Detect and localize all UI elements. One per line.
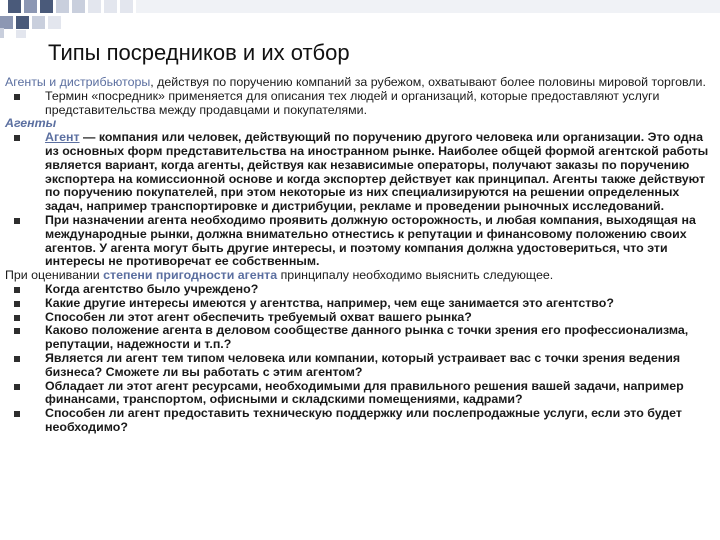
section-heading (5, 117, 713, 131)
deco-square (24, 0, 37, 13)
page-title: Типы посредников и их отбор (48, 40, 350, 65)
question-item (5, 352, 713, 380)
bullet-icon (14, 287, 20, 293)
bullet-icon (14, 218, 20, 224)
question-item (5, 324, 713, 352)
suitability-term: степени пригодности агента (103, 268, 278, 283)
agent-definition: — компания или человек, действующий по поручению другого человека или организации. Это одна из основных форм представительства на иностранном рынке. Наиболее общей формой агентской работы является вариант, когда агенты, действуя как независимые операторы, получают заказы по поручению экспортера на комиссионной основе и когда экспортер действует как принципал. Агенты также действуют по поручению покупателей, при этом некоторые из них специализируются на решении определенных задач, например транспортировке и дистрибуции, рекламе и проведении рыночных исследований. (45, 130, 709, 214)
question-text: Какие другие интересы имеются у агентства, например, чем еще занимается это агентство? (45, 295, 614, 310)
question-item (5, 311, 713, 325)
deco-square (48, 16, 61, 29)
deco-square (40, 0, 53, 13)
bullet-icon (14, 384, 20, 390)
deco-square (16, 30, 26, 38)
question-item (5, 380, 713, 408)
question-text: Способен ли этот агент обеспечить требуемый охват вашего рынка? (45, 309, 472, 324)
question-text: Когда агентство было учреждено? (45, 281, 259, 296)
evaluation-pre: При оценивании (5, 268, 104, 283)
agent-caution-text: При назначении агента необходимо проявить должную осторожность, и любая компания, выходящая на международные рынки, должна внимательно отнестись к репутации и финансовому положению своих агентов. У агента могут быть другие интересы, и поэтому компания должна удостовериться, что эти интересы не противоречат ее собственным. (45, 212, 696, 269)
evaluation-post: принципалу необходимо выяснить следующее. (277, 268, 554, 283)
agent-term: Агент (45, 130, 80, 145)
question-item (5, 283, 713, 297)
bullet-icon (14, 135, 20, 141)
bullet-icon (14, 301, 20, 307)
question-item (5, 297, 713, 311)
deco-square (88, 0, 101, 13)
intro-text: , действуя по поручению компаний за рубежом, охватывают более половины мировой торговли. (150, 75, 706, 89)
agents-distributors-term: Агенты и дистрибьюторы (5, 75, 151, 89)
bullet-icon (14, 94, 20, 100)
deco-square (32, 16, 45, 29)
deco-square (72, 0, 85, 13)
deco-square (104, 0, 117, 13)
deco-square (16, 16, 29, 29)
bullet-icon (14, 328, 20, 334)
question-item (5, 407, 713, 435)
question-text: Каково положение агента в деловом сообществе данного рынка с точки зрения его профессионализма, репутации, надежности и т.п.? (45, 323, 689, 352)
slide-body (5, 76, 713, 435)
list-item (5, 214, 713, 269)
question-text: Способен ли агент предоставить техническую поддержку или послепродажные услуги, если это будет необходимо? (45, 406, 682, 434)
question-text: Является ли агент тем типом человека или компании, который устраивает вас с точки зрения ведения бизнеса? Сможете ли вы работать с этим агентом? (45, 350, 681, 379)
evaluation-intro (5, 269, 713, 283)
list-item (5, 131, 713, 214)
deco-square (0, 28, 4, 38)
deco-square (8, 0, 21, 13)
deco-square (56, 0, 69, 13)
intermediary-definition: Термин «посредник» применяется для описания тех людей и организаций, которые предоставляют услуги представительства между продавцами и покупателями. (45, 88, 660, 117)
paragraph-intro (5, 76, 713, 90)
deco-square (120, 0, 133, 13)
question-text: Обладает ли этот агент ресурсами, необходимыми для правильного решения вашей задачи, например финансами, транспортом, офисными и складскими помещениями, кадрами? (45, 378, 684, 407)
list-item (5, 90, 713, 118)
bullet-icon (14, 315, 20, 321)
decorative-square-pattern (0, 0, 720, 40)
bullet-icon (14, 411, 20, 417)
bullet-icon (14, 356, 20, 362)
deco-square (136, 0, 720, 13)
agents-heading: Агенты (5, 116, 57, 131)
